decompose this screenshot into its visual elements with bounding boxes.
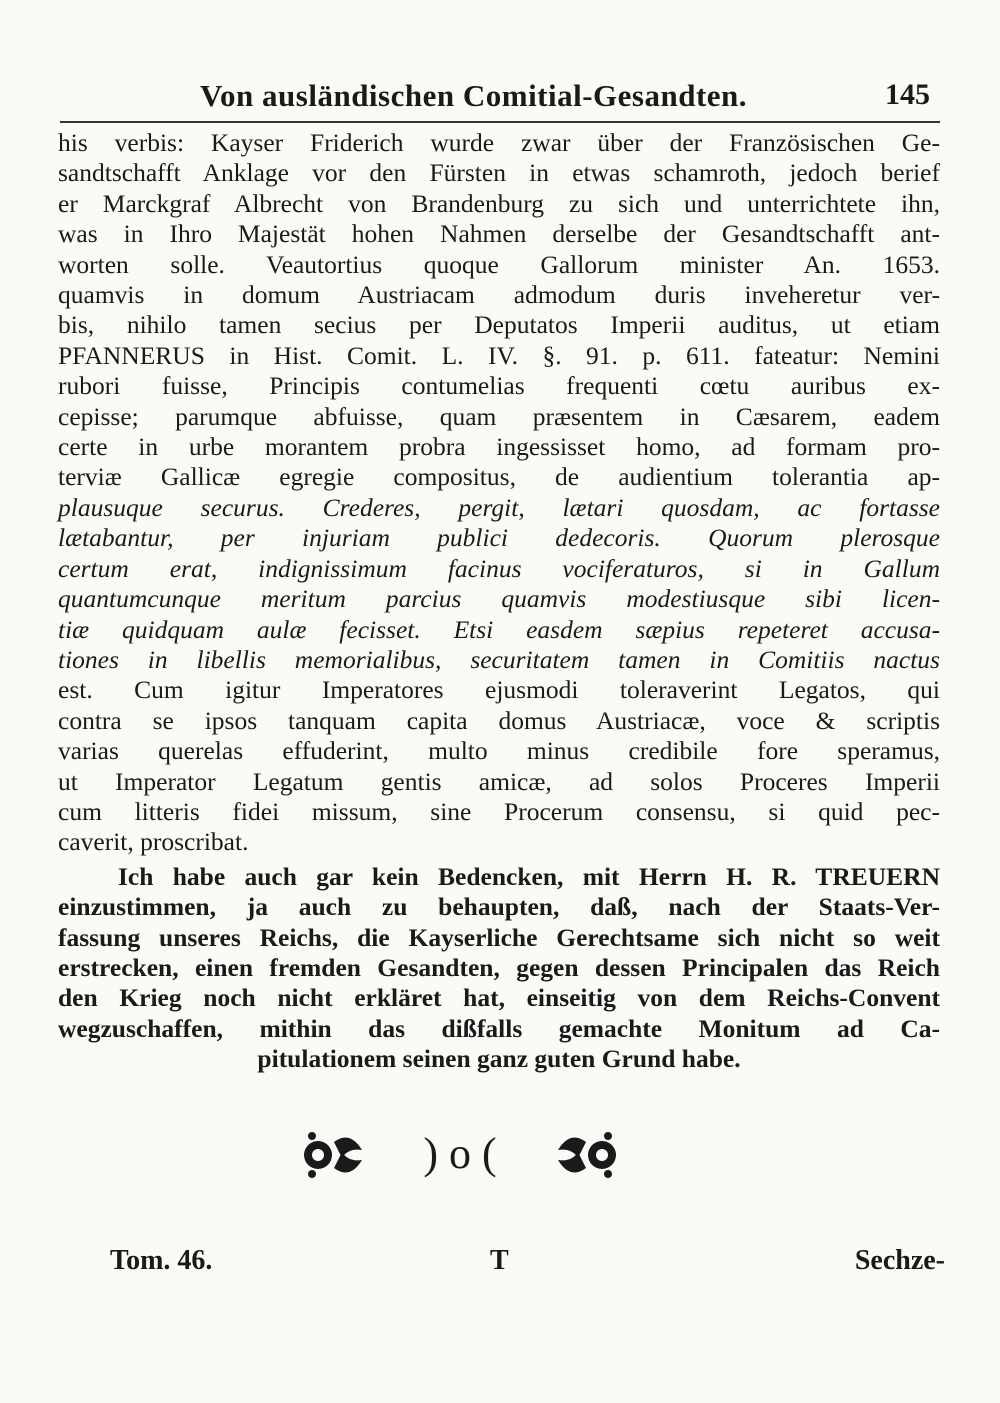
- text-line: wegzuschaffen, mithin das dißfalls gemachte Monitum ad Ca-: [58, 1013, 940, 1043]
- text-line: est. Cum igitur Imperatores ejusmodi toleraverint Legatos, qui: [58, 675, 940, 705]
- text-line: was in Ihro Majestät hohen Nahmen derselbe der Gesandtschafft ant-: [58, 219, 940, 249]
- text-line: terviæ Gallicæ egregie compositus, de audientium tolerantia ap-: [58, 462, 940, 492]
- text-line: his verbis: Kayser Friderich wurde zwar über der Französischen Ge-: [58, 128, 940, 157]
- text-line: certe in urbe morantem probra ingessisset homo, ad formam pro-: [58, 432, 940, 462]
- text-line: cum litteris fidei missum, sine Procerum consensu, si quid pec-: [58, 796, 940, 826]
- text-line: Ich habe auch gar kein Bedencken, mit Herrn H. R. TREUERN: [118, 861, 940, 891]
- signature-mark: T: [490, 1245, 509, 1276]
- header-rule: [60, 121, 940, 123]
- text-line: lætabantur, per injuriam publici dedecoris. Quorum plerosque: [58, 523, 940, 553]
- text-line: fassung unseres Reichs, die Kayserliche Gerechtsame sich nicht so weit: [58, 922, 940, 952]
- page-number: 145: [885, 78, 930, 111]
- text-line: tiæ quidquam aulæ fecisset. Etsi easdem sæpius repeteret accusa-: [58, 614, 940, 644]
- text-line: tiones in libellis memorialibus, securitatem tamen in Comitiis nactus: [58, 644, 940, 674]
- text-line: einzustimmen, ja auch zu behaupten, daß, nach der Staats-Ver-: [58, 892, 940, 922]
- main-text: [58, 128, 940, 1075]
- text-line: PFANNERUS in Hist. Comit. L. IV. §. 91. p. 611. fateatur: Nemini: [58, 340, 940, 370]
- text-line: er Marckgraf Albrecht von Brandenburg zu sich und unterrichtete ihn,: [58, 188, 940, 218]
- catchword: Sechze-: [854, 1245, 945, 1276]
- text-line: worten solle. Veautortius quoque Gallorum minister An. 1653.: [58, 249, 940, 279]
- text-line: den Krieg noch nicht erkläret hat, einseitig von dem Reichs-Convent: [58, 983, 940, 1013]
- text-line: rubori fuisse, Principis contumelias frequenti cœtu auribus ex-: [58, 371, 940, 401]
- ornament-text: ) o (: [423, 1129, 497, 1178]
- running-header: [60, 78, 930, 118]
- text-line: sandtschafft Anklage vor den Fürsten in etwas schamroth, jedoch berief: [58, 158, 940, 188]
- text-line: plausuque securus. Crederes, pergit, lætari quosdam, ac fortasse: [58, 492, 940, 522]
- left-flower-icon: [304, 1132, 362, 1178]
- text-line: caverit, proscribat.: [58, 827, 249, 857]
- text-line: quantumcunque meritum parcius quamvis modestiusque sibi licen-: [58, 584, 940, 614]
- volume-signature: Tom. 46.: [110, 1245, 213, 1276]
- text-line: erstrecken, einen fremden Gesandten, gegen dessen Principalen das Reich: [58, 952, 940, 982]
- ornament-graphic: [290, 1120, 630, 1190]
- text-line: cepisse; parumque abfuisse, quam præsentem in Cæsarem, eadem: [58, 401, 940, 431]
- section-ornament: [290, 1120, 630, 1190]
- text-line: certum erat, indignissimum facinus vociferaturos, si in Gallum: [58, 553, 940, 583]
- text-line: ut Imperator Legatum gentis amicæ, ad solos Proceres Imperii: [58, 766, 940, 796]
- text-line: quamvis in domum Austriacam admodum duris inveheretur ver-: [58, 280, 940, 310]
- text-line: varias querelas effuderint, multo minus credibile fore speramus,: [58, 736, 940, 766]
- text-line: contra se ipsos tanquam capita domus Austriacæ, voce & scriptis: [58, 705, 940, 735]
- page-footer: [110, 1245, 945, 1285]
- text-line: pitulationem seinen ganz guten Grund habe.: [257, 1044, 741, 1074]
- running-title: Von ausländischen Comitial-Gesandten.: [200, 78, 748, 113]
- right-flower-icon: [558, 1132, 616, 1178]
- text-line: bis, nihilo tamen secius per Deputatos Imperii auditus, ut etiam: [58, 310, 940, 340]
